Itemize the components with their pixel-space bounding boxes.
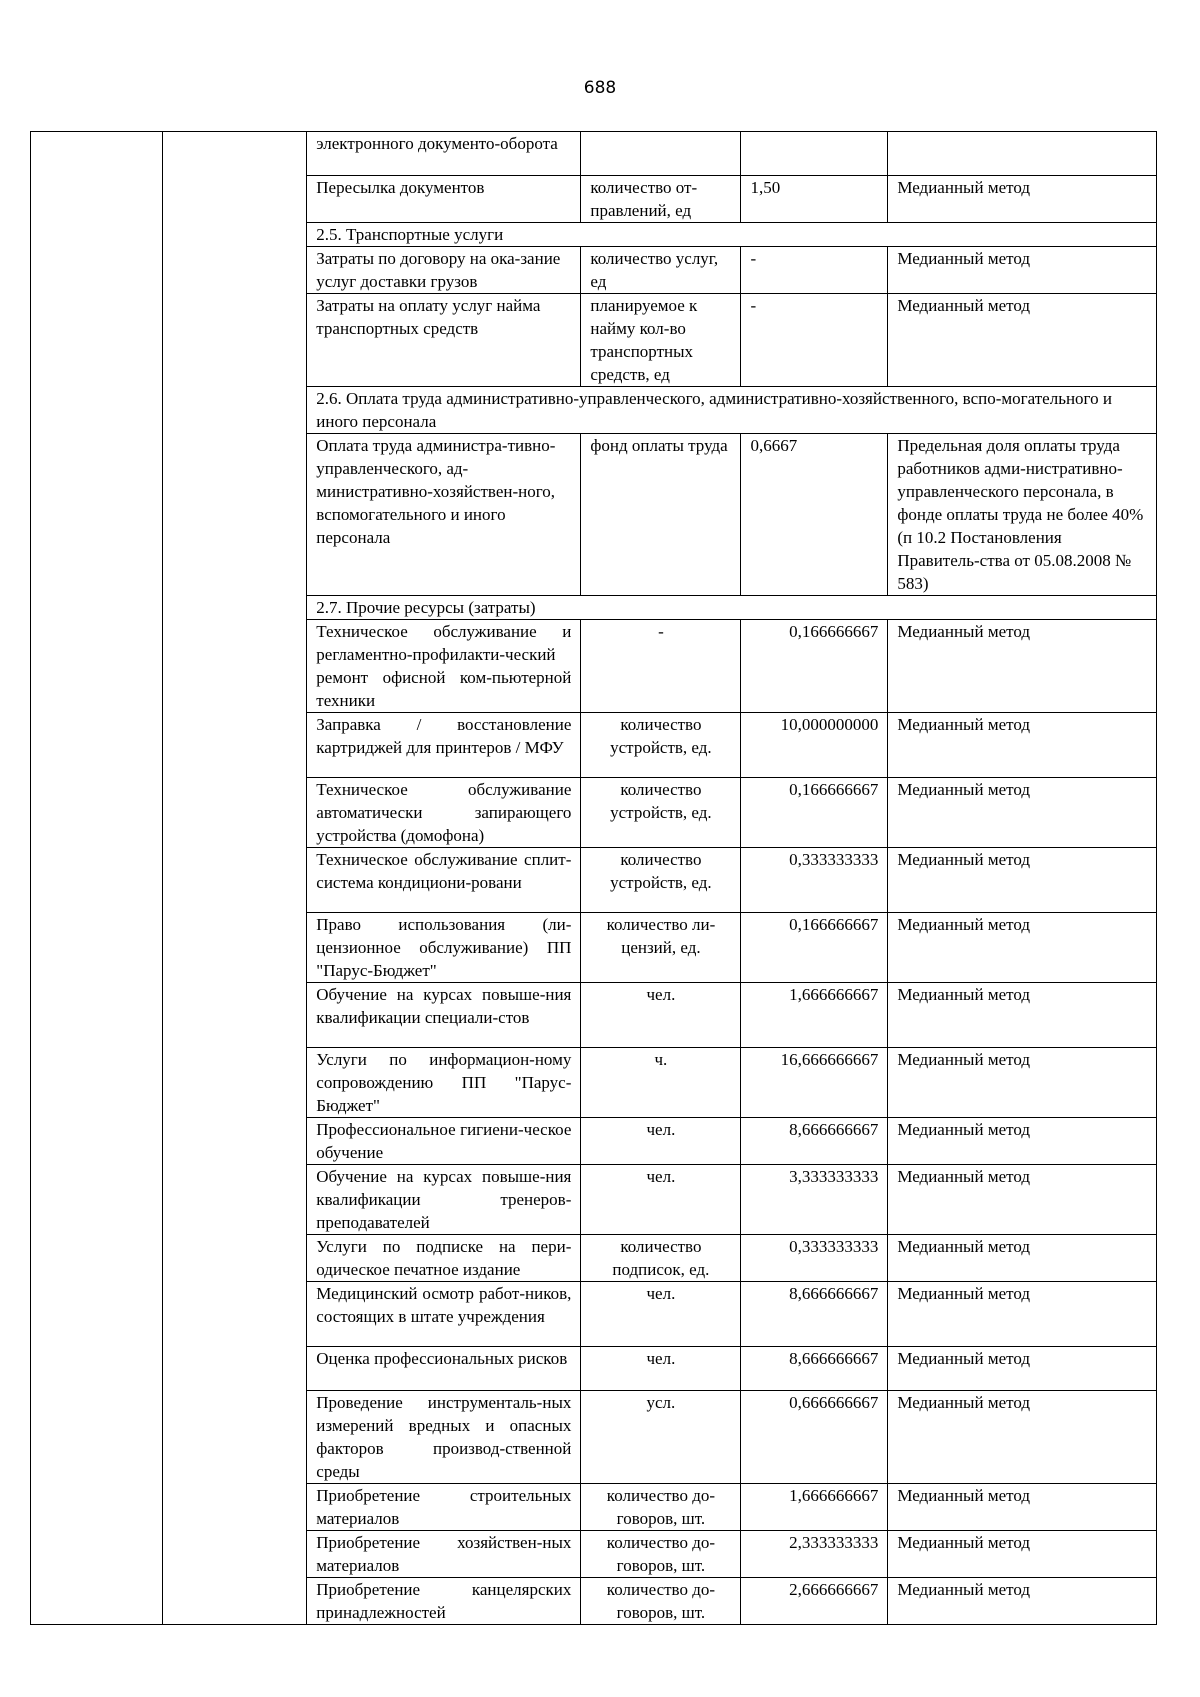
calculation-method: Медианный метод — [888, 1165, 1157, 1235]
norm-value: 8,666666667 — [741, 1118, 888, 1165]
unit-cell: количество от-правлений, ед — [581, 176, 741, 223]
norm-value: 1,50 — [741, 176, 888, 223]
calculation-method: Медианный метод — [888, 176, 1157, 223]
calculation-method: Медианный метод — [888, 848, 1157, 913]
section-title: 2.7. Прочие ресурсы (затраты) — [307, 596, 1157, 620]
norm-value: 2,666666667 — [741, 1578, 888, 1625]
norms-table-body — [31, 132, 1157, 1625]
cost-item-name: Приобретение хозяйствен-ных материалов — [307, 1531, 581, 1578]
calculation-method: Медианный метод — [888, 247, 1157, 294]
page-number: 688 — [583, 78, 617, 98]
cost-item-name: Затраты на оплату услуг найма транспортных средств — [307, 294, 581, 387]
norm-value: 1,666666667 — [741, 983, 888, 1048]
cost-item-name: Приобретение канцелярских принадлежностей — [307, 1578, 581, 1625]
norm-value: 0,166666667 — [741, 778, 888, 848]
calculation-method: Медианный метод — [888, 294, 1157, 387]
calculation-method: Медианный метод — [888, 713, 1157, 778]
unit-cell: усл. — [581, 1391, 741, 1484]
section-title: 2.6. Оплата труда административно-управленческого, административно-хозяйственного, вспо-могательного и иного персонала — [307, 387, 1157, 434]
calculation-method: Медианный метод — [888, 1484, 1157, 1531]
unit-cell: количество ли-цензий, ед. — [581, 913, 741, 983]
norm-value — [741, 132, 888, 176]
calculation-method: Медианный метод — [888, 1235, 1157, 1282]
calculation-method: Медианный метод — [888, 1048, 1157, 1118]
norm-value: - — [741, 247, 888, 294]
calculation-method: Медианный метод — [888, 778, 1157, 848]
norm-value: 8,666666667 — [741, 1282, 888, 1347]
blank-column-a — [31, 132, 163, 1625]
norm-value: 0,166666667 — [741, 913, 888, 983]
norms-table — [30, 131, 1157, 1625]
calculation-method: Медианный метод — [888, 913, 1157, 983]
unit-cell: количество услуг, ед — [581, 247, 741, 294]
unit-cell: чел. — [581, 1347, 741, 1391]
unit-cell: количество до-говоров, шт. — [581, 1578, 741, 1625]
norm-value: - — [741, 294, 888, 387]
cost-item-name: Обучение на курсах повыше-ния квалификации тренеров-преподавателей — [307, 1165, 581, 1235]
unit-cell: количество подписок, ед. — [581, 1235, 741, 1282]
norm-value: 16,666666667 — [741, 1048, 888, 1118]
norm-value: 0,333333333 — [741, 1235, 888, 1282]
unit-cell: планируемое к найму кол-во транспортных средств, ед — [581, 294, 741, 387]
unit-cell: количество до-говоров, шт. — [581, 1484, 741, 1531]
unit-cell: количество устройств, ед. — [581, 778, 741, 848]
norm-value: 10,000000000 — [741, 713, 888, 778]
cost-item-name: Техническое обслуживание и регламентно-профилакти-ческий ремонт офисной ком-пьютерной техники — [307, 620, 581, 713]
cost-item-name: Услуги по информацион-ному сопровождению ПП "Парус-Бюджет" — [307, 1048, 581, 1118]
unit-cell: фонд оплаты труда — [581, 434, 741, 596]
cost-item-name: Техническое обслуживание сплит-система кондициони-ровани — [307, 848, 581, 913]
unit-cell — [581, 132, 741, 176]
blank-column-b — [162, 132, 307, 1625]
calculation-method: Медианный метод — [888, 1282, 1157, 1347]
cost-item-name: Приобретение строительных материалов — [307, 1484, 581, 1531]
calculation-method: Медианный метод — [888, 1531, 1157, 1578]
norm-value: 3,333333333 — [741, 1165, 888, 1235]
calculation-method: Предельная доля оплаты труда работников адми-нистративно-управленческого персонала, в фонде оплаты труда не более 40% (п 10.2 Постановления Правитель-ства от 05.08.2008 № 583) — [888, 434, 1157, 596]
norm-value: 8,666666667 — [741, 1347, 888, 1391]
unit-cell: чел. — [581, 1282, 741, 1347]
cost-item-name: Профессиональное гигиени-ческое обучение — [307, 1118, 581, 1165]
unit-cell: количество до-говоров, шт. — [581, 1531, 741, 1578]
cost-item-name: Пересылка документов — [307, 176, 581, 223]
unit-cell: количество устройств, ед. — [581, 848, 741, 913]
norm-value: 0,666666667 — [741, 1391, 888, 1484]
calculation-method: Медианный метод — [888, 1118, 1157, 1165]
unit-cell: чел. — [581, 983, 741, 1048]
calculation-method: Медианный метод — [888, 1578, 1157, 1625]
cost-item-name: электронного документо-оборота — [307, 132, 581, 176]
norm-value: 1,666666667 — [741, 1484, 888, 1531]
unit-cell: чел. — [581, 1118, 741, 1165]
norm-value: 0,333333333 — [741, 848, 888, 913]
cost-item-name: Право использования (ли-цензионное обслуживание) ПП "Парус-Бюджет" — [307, 913, 581, 983]
cost-item-name: Обучение на курсах повыше-ния квалификации специали-стов — [307, 983, 581, 1048]
calculation-method — [888, 132, 1157, 176]
cost-item-name: Услуги по подписке на пери-одическое печатное издание — [307, 1235, 581, 1282]
calculation-method: Медианный метод — [888, 1347, 1157, 1391]
unit-cell: - — [581, 620, 741, 713]
cost-item-name: Оценка профессиональных рисков — [307, 1347, 581, 1391]
cost-item-name: Медицинский осмотр работ-ников, состоящих в штате учреждения — [307, 1282, 581, 1347]
cost-item-name: Оплата труда администра-тивно-управленческого, ад-министративно-хозяйствен-ного, вспомогательного и иного персонала — [307, 434, 581, 596]
table-row — [31, 132, 1157, 176]
cost-item-name: Заправка / восстановление картриджей для принтеров / МФУ — [307, 713, 581, 778]
cost-item-name: Техническое обслуживание автоматически запирающего устройства (домофона) — [307, 778, 581, 848]
norm-value: 0,6667 — [741, 434, 888, 596]
cost-item-name: Проведение инструменталь-ных измерений вредных и опасных факторов производ-ственной среды — [307, 1391, 581, 1484]
calculation-method: Медианный метод — [888, 983, 1157, 1048]
norm-value: 2,333333333 — [741, 1531, 888, 1578]
cost-item-name: Затраты по договору на ока-зание услуг доставки грузов — [307, 247, 581, 294]
section-title: 2.5. Транспортные услуги — [307, 223, 1157, 247]
calculation-method: Медианный метод — [888, 1391, 1157, 1484]
calculation-method: Медианный метод — [888, 620, 1157, 713]
unit-cell: чел. — [581, 1165, 741, 1235]
unit-cell: ч. — [581, 1048, 741, 1118]
norm-value: 0,166666667 — [741, 620, 888, 713]
unit-cell: количество устройств, ед. — [581, 713, 741, 778]
